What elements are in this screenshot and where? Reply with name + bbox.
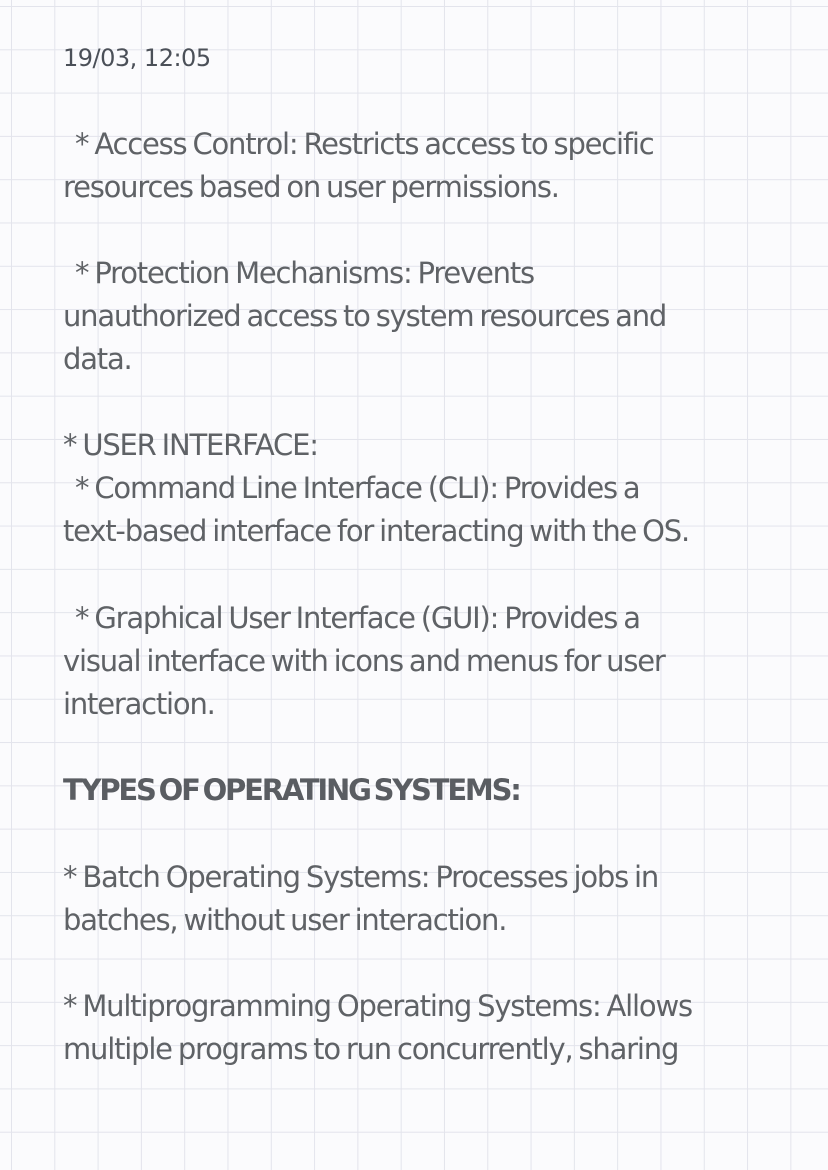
multiprogramming-os-paragraph: * Multiprogramming Operating Systems: Allows multiple programs to run concurrently, sharing — [63, 989, 692, 1066]
note-timestamp: 19/03, 12:05 — [63, 44, 211, 72]
gui-paragraph: * Graphical User Interface (GUI): Provides a visual interface with icons and menus for user interaction. — [63, 601, 665, 721]
user-interface-paragraph: * USER INTERFACE: * Command Line Interface (CLI): Provides a text-based interface for interacting with the OS. — [63, 428, 690, 548]
batch-os-paragraph: * Batch Operating Systems: Processes jobs in batches, without user interaction. — [63, 860, 659, 937]
protection-mechanisms-paragraph: * Protection Mechanisms: Prevents unauthorized access to system resources and data. — [63, 256, 667, 376]
access-control-paragraph: * Access Control: Restricts access to specific resources based on user permissions. — [63, 127, 654, 204]
types-of-os-heading: TYPES OF OPERATING SYSTEMS: — [63, 773, 520, 807]
